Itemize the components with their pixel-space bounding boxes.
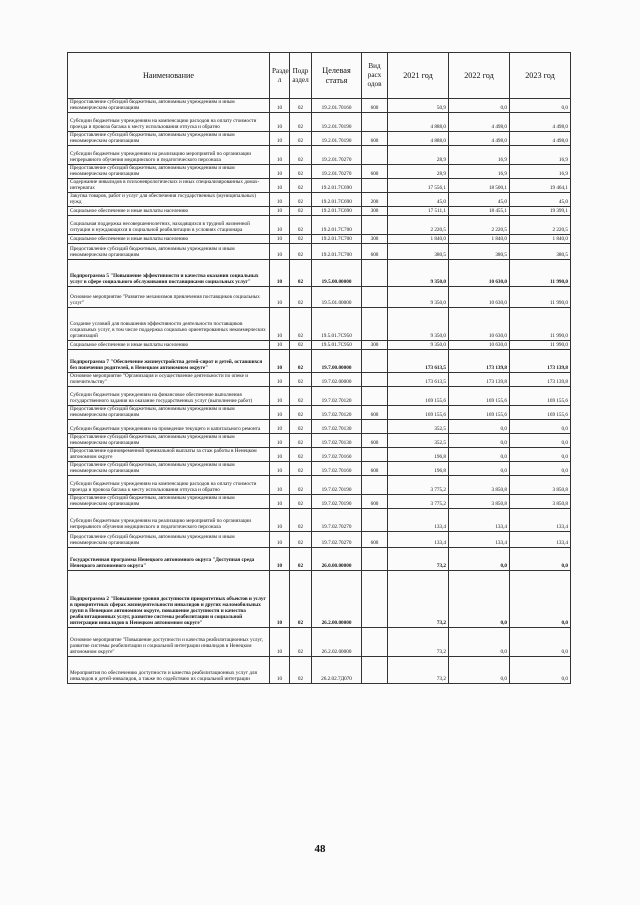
cell-2021: 1 840,0 <box>388 235 449 244</box>
cell-expense-type: 200 <box>362 193 388 207</box>
cell-2022: 173 139,8 <box>449 350 510 373</box>
cell-2021: 9 350,0 <box>388 308 449 341</box>
cell-name: Социальная поддержка несовершеннолетних, находящихся в трудной жизненной ситуации и нуждающихся в социальной реабилитации в условиях стационара <box>68 216 270 235</box>
cell-section: 10 <box>270 287 290 308</box>
cell-section: 10 <box>270 476 290 495</box>
cell-2023: 19 464,1 <box>510 179 571 193</box>
cell-expense-type: 600 <box>362 132 388 146</box>
cell-2021: 9 350,0 <box>388 287 449 308</box>
budget-table <box>67 52 571 684</box>
cell-target: 19.2.01.7С700 <box>312 216 362 235</box>
cell-target: 19.5.01.7С950 <box>312 308 362 341</box>
cell-expense-type <box>362 113 388 132</box>
cell-target: 19.7.02.70130 <box>312 420 362 434</box>
table-row <box>68 165 571 179</box>
cell-target: 19.2.01.7С700 <box>312 235 362 244</box>
cell-subsection: 02 <box>290 387 312 406</box>
cell-target: 19.2.01.7С690 <box>312 179 362 193</box>
table-row <box>68 179 571 193</box>
cell-name: Основное мероприятие "Организация и осуществление деятельности по опеке и попечительству" <box>68 373 270 387</box>
cell-2021: 196,8 <box>388 448 449 462</box>
cell-target: 19.2.01.70160 <box>312 99 362 113</box>
cell-2022: 133,4 <box>449 509 510 532</box>
cell-2022: 169 155,6 <box>449 406 510 420</box>
table-row <box>68 244 571 260</box>
cell-subsection: 02 <box>290 657 312 684</box>
cell-subsection: 02 <box>290 476 312 495</box>
cell-name: Предоставление субсидий бюджетным, автономным учреждениям и иным некоммерческим организациям <box>68 406 270 420</box>
cell-target: 19.7.02.70160 <box>312 448 362 462</box>
cell-2021: 9 350,0 <box>388 341 449 350</box>
cell-2021: 45,0 <box>388 193 449 207</box>
cell-2021: 28,9 <box>388 165 449 179</box>
cell-2023: 11 990,0 <box>510 260 571 287</box>
cell-2021: 3 775,2 <box>388 476 449 495</box>
cell-target: 19.7.02.70270 <box>312 532 362 548</box>
header-subsection: Подр аздел <box>290 53 312 99</box>
cell-2023: 0,0 <box>510 548 571 571</box>
cell-2022: 4 498,0 <box>449 113 510 132</box>
cell-2023: 45,0 <box>510 193 571 207</box>
table-row <box>68 341 571 350</box>
cell-subsection: 02 <box>290 99 312 113</box>
cell-target: 19.2.01.7С690 <box>312 207 362 216</box>
cell-2023: 3 850,8 <box>510 495 571 509</box>
cell-2023: 4 498,0 <box>510 132 571 146</box>
cell-subsection: 02 <box>290 165 312 179</box>
cell-name: Предоставление субсидий бюджетным, автономным учреждениям и иным некоммерческим организациям <box>68 99 270 113</box>
cell-expense-type: 600 <box>362 495 388 509</box>
cell-section: 10 <box>270 207 290 216</box>
cell-2022: 10 630,0 <box>449 260 510 287</box>
cell-name: Субсидии бюджетным учреждениям на компенсацию расходов на оплату стоимости проезда и провоза багажа к месту использования отпуска и обратно <box>68 476 270 495</box>
cell-expense-type: 300 <box>362 235 388 244</box>
cell-name: Подпрограмма 2 "Повышение уровня доступности приоритетных объектов и услуг в приоритетных сферах жизнедеятельности инвалидов и других маломобильных групп в Ненецком автономном округе, повышение доступности и качества реабилитационных услуг, развитие системы реабилитации и социальной интеграции инвалидов в Ненецком автономном округе" <box>68 571 270 628</box>
cell-2021: 169 155,6 <box>388 406 449 420</box>
cell-expense-type <box>362 216 388 235</box>
cell-name: Предоставление единовременной премиальной выплаты за стаж работы в Ненецком автономном округе <box>68 448 270 462</box>
cell-2022: 0,0 <box>449 657 510 684</box>
table-row <box>68 146 571 165</box>
cell-name: Мероприятия по обеспечению доступности и качества реабилитационных услуг для инвалидов и детей-инвалидов, а также по содействию их социальной интеграции <box>68 657 270 684</box>
cell-target: 19.2.01.7С700 <box>312 244 362 260</box>
cell-2022: 10 630,0 <box>449 287 510 308</box>
cell-2021: 352,5 <box>388 420 449 434</box>
table-row <box>68 448 571 462</box>
cell-subsection: 02 <box>290 434 312 448</box>
cell-subsection: 02 <box>290 420 312 434</box>
cell-expense-type <box>362 420 388 434</box>
cell-subsection: 02 <box>290 146 312 165</box>
cell-2021: 73,2 <box>388 628 449 657</box>
cell-expense-type <box>362 476 388 495</box>
cell-name: Предоставление субсидий бюджетным, автономным учреждениям и иным некоммерческим организациям <box>68 434 270 448</box>
cell-name: Государственная программа Ненецкого автономного округа "Доступная среда Ненецкого автономного округа" <box>68 548 270 571</box>
cell-subsection: 02 <box>290 571 312 628</box>
cell-2022: 169 155,6 <box>449 387 510 406</box>
cell-2022: 173 139,8 <box>449 373 510 387</box>
cell-2022: 16,9 <box>449 146 510 165</box>
cell-target: 19.7.02.70270 <box>312 509 362 532</box>
cell-2021: 9 350,0 <box>388 260 449 287</box>
cell-2023: 11 990,0 <box>510 341 571 350</box>
cell-2022: 10 630,0 <box>449 308 510 341</box>
cell-section: 10 <box>270 260 290 287</box>
cell-target: 19.2.01.70190 <box>312 113 362 132</box>
cell-subsection: 02 <box>290 235 312 244</box>
cell-2022: 0,0 <box>449 448 510 462</box>
cell-expense-type <box>362 260 388 287</box>
cell-name: Субсидии бюджетным учреждениям на реализацию мероприятий по организации непрерывного обучения медицинского и педагогического персонала <box>68 146 270 165</box>
cell-subsection: 02 <box>290 373 312 387</box>
table-row <box>68 216 571 235</box>
cell-subsection: 02 <box>290 509 312 532</box>
cell-target: 19.2.01.70270 <box>312 146 362 165</box>
cell-section: 10 <box>270 244 290 260</box>
cell-name: Предоставление субсидий бюджетным, автономным учреждениям и иным некоммерческим организациям <box>68 244 270 260</box>
cell-name: Субсидии бюджетным учреждениям на реализацию мероприятий по организации непрерывного обучения медицинского и педагогического персонала <box>68 509 270 532</box>
cell-2021: 4 888,0 <box>388 113 449 132</box>
cell-target: 19.7.02.70130 <box>312 434 362 448</box>
page-number: 48 <box>314 843 326 855</box>
cell-expense-type <box>362 657 388 684</box>
cell-2022: 4 498,0 <box>449 132 510 146</box>
cell-target: 26.2.02.00000 <box>312 628 362 657</box>
cell-2022: 380,5 <box>449 244 510 260</box>
table-row <box>68 495 571 509</box>
cell-2022: 0,0 <box>449 99 510 113</box>
cell-subsection: 02 <box>290 132 312 146</box>
cell-2022: 45,0 <box>449 193 510 207</box>
table-row <box>68 350 571 373</box>
cell-2023: 169 155,6 <box>510 406 571 420</box>
cell-subsection: 02 <box>290 462 312 476</box>
cell-section: 10 <box>270 509 290 532</box>
cell-expense-type: 600 <box>362 462 388 476</box>
cell-2023: 380,5 <box>510 244 571 260</box>
cell-target: 26.2.02.7Д070 <box>312 657 362 684</box>
table-row <box>68 308 571 341</box>
cell-section: 10 <box>270 532 290 548</box>
cell-2023: 2 220,5 <box>510 216 571 235</box>
cell-name: Основное мероприятие "Развитие механизмов привлечения поставщиков социальных услуг" <box>68 287 270 308</box>
cell-target: 26.2.00.00000 <box>312 571 362 628</box>
cell-2022: 1 840,0 <box>449 235 510 244</box>
cell-target: 19.2.01.70270 <box>312 165 362 179</box>
cell-2021: 169 155,6 <box>388 387 449 406</box>
cell-section: 10 <box>270 420 290 434</box>
cell-target: 19.7.00.00000 <box>312 350 362 373</box>
cell-expense-type: 600 <box>362 99 388 113</box>
cell-2023: 0,0 <box>510 420 571 434</box>
cell-target: 19.7.02.70160 <box>312 462 362 476</box>
cell-2023: 11 990,0 <box>510 308 571 341</box>
cell-subsection: 02 <box>290 193 312 207</box>
cell-2021: 73,2 <box>388 657 449 684</box>
table-row <box>68 420 571 434</box>
table-row <box>68 193 571 207</box>
cell-name: Предоставление субсидий бюджетным, автономным учреждениям и иным некоммерческим организациям <box>68 165 270 179</box>
cell-2023: 4 498,0 <box>510 113 571 132</box>
cell-2021: 3 775,2 <box>388 495 449 509</box>
cell-2023: 0,0 <box>510 448 571 462</box>
cell-section: 10 <box>270 448 290 462</box>
cell-target: 19.7.02.00000 <box>312 373 362 387</box>
cell-name: Субсидии бюджетным учреждениям на компенсацию расходов на оплату стоимости проезда и провоза багажа к месту использования отпуска и обратно <box>68 113 270 132</box>
cell-expense-type <box>362 287 388 308</box>
header-2021: 2021 год <box>388 53 449 99</box>
cell-expense-type <box>362 179 388 193</box>
cell-section: 10 <box>270 132 290 146</box>
table-row <box>68 207 571 216</box>
cell-expense-type <box>362 387 388 406</box>
cell-2022: 16,9 <box>449 165 510 179</box>
cell-subsection: 02 <box>290 216 312 235</box>
cell-2023: 16,9 <box>510 146 571 165</box>
cell-name: Предоставление субсидий бюджетным, автономным учреждениям и иным некоммерческим организациям <box>68 532 270 548</box>
cell-2021: 50,9 <box>388 99 449 113</box>
table-row <box>68 628 571 657</box>
cell-2022: 0,0 <box>449 548 510 571</box>
cell-expense-type <box>362 548 388 571</box>
cell-target: 19.5.01.7С950 <box>312 341 362 350</box>
cell-name: Предоставление субсидий бюджетным, автономным учреждениям и иным некоммерческим организациям <box>68 495 270 509</box>
header-2022: 2022 год <box>449 53 510 99</box>
cell-target: 19.5.00.00000 <box>312 260 362 287</box>
cell-section: 10 <box>270 406 290 420</box>
table-header-row <box>68 53 571 99</box>
cell-2022: 2 220,5 <box>449 216 510 235</box>
cell-subsection: 02 <box>290 495 312 509</box>
cell-2021: 73,2 <box>388 571 449 628</box>
cell-name: Создание условий для повышения эффективности деятельности поставщиков социальных услуг, в том числе поддержка социально ориентированных некоммерческих организаций <box>68 308 270 341</box>
header-target: Целевая статья <box>312 53 362 99</box>
cell-2022: 10 630,0 <box>449 341 510 350</box>
table-row <box>68 462 571 476</box>
cell-expense-type <box>362 146 388 165</box>
cell-2022: 133,4 <box>449 532 510 548</box>
cell-section: 10 <box>270 434 290 448</box>
table-row <box>68 260 571 287</box>
cell-target: 19.7.02.70190 <box>312 495 362 509</box>
table-row <box>68 373 571 387</box>
cell-2021: 2 220,5 <box>388 216 449 235</box>
cell-expense-type: 600 <box>362 165 388 179</box>
cell-2021: 380,5 <box>388 244 449 260</box>
cell-2023: 133,4 <box>510 532 571 548</box>
table-row <box>68 235 571 244</box>
cell-2022: 3 850,8 <box>449 476 510 495</box>
cell-2021: 4 888,0 <box>388 132 449 146</box>
cell-section: 10 <box>270 193 290 207</box>
cell-target: 19.2.01.7С690 <box>312 193 362 207</box>
cell-2021: 133,4 <box>388 509 449 532</box>
cell-section: 10 <box>270 571 290 628</box>
cell-2022: 0,0 <box>449 462 510 476</box>
table-row <box>68 657 571 684</box>
cell-target: 19.5.01.00000 <box>312 287 362 308</box>
cell-2022: 0,0 <box>449 571 510 628</box>
cell-name: Социальное обеспечение и иные выплаты населению <box>68 235 270 244</box>
cell-section: 10 <box>270 387 290 406</box>
table-row <box>68 509 571 532</box>
table-row <box>68 406 571 420</box>
cell-section: 10 <box>270 350 290 373</box>
cell-section: 10 <box>270 628 290 657</box>
cell-target: 19.7.02.70120 <box>312 406 362 420</box>
cell-expense-type: 600 <box>362 532 388 548</box>
cell-2021: 133,4 <box>388 532 449 548</box>
cell-2022: 0,0 <box>449 628 510 657</box>
table-body <box>68 99 571 684</box>
cell-2023: 1 840,0 <box>510 235 571 244</box>
cell-subsection: 02 <box>290 113 312 132</box>
cell-section: 10 <box>270 179 290 193</box>
cell-subsection: 02 <box>290 260 312 287</box>
cell-section: 10 <box>270 495 290 509</box>
cell-2021: 17 511,1 <box>388 207 449 216</box>
table-row <box>68 132 571 146</box>
cell-subsection: 02 <box>290 448 312 462</box>
cell-name: Социальное обеспечение и иные выплаты населению <box>68 207 270 216</box>
header-name: Наименование <box>68 53 270 99</box>
cell-2023: 3 850,8 <box>510 476 571 495</box>
cell-name: Субсидии бюджетным учреждениям на проведение текущего и капитального ремонта <box>68 420 270 434</box>
header-section: Разде л <box>270 53 290 99</box>
cell-section: 10 <box>270 548 290 571</box>
cell-subsection: 02 <box>290 308 312 341</box>
cell-name: Подпрограмма 5 "Повышение эффективности и качества оказания социальных услуг в сфере социального обслуживания поставщиками социальных услуг" <box>68 260 270 287</box>
cell-expense-type: 600 <box>362 434 388 448</box>
cell-2023: 0,0 <box>510 462 571 476</box>
cell-section: 10 <box>270 657 290 684</box>
cell-2022: 18 455,1 <box>449 207 510 216</box>
cell-subsection: 02 <box>290 341 312 350</box>
cell-2023: 0,0 <box>510 99 571 113</box>
cell-name: Закупка товаров, работ и услуг для обеспечения государственных (муниципальных) нужд <box>68 193 270 207</box>
cell-expense-type <box>362 571 388 628</box>
cell-2021: 17 556,1 <box>388 179 449 193</box>
cell-2023: 133,4 <box>510 509 571 532</box>
table-row <box>68 571 571 628</box>
cell-subsection: 02 <box>290 350 312 373</box>
table-row <box>68 476 571 495</box>
cell-subsection: 02 <box>290 628 312 657</box>
cell-section: 10 <box>270 373 290 387</box>
cell-subsection: 02 <box>290 548 312 571</box>
cell-section: 10 <box>270 146 290 165</box>
cell-2022: 0,0 <box>449 420 510 434</box>
cell-name: Предоставление субсидий бюджетным, автономным учреждениям и иным некоммерческим организациям <box>68 132 270 146</box>
cell-subsection: 02 <box>290 179 312 193</box>
cell-expense-type: 600 <box>362 244 388 260</box>
cell-2023: 11 990,0 <box>510 287 571 308</box>
cell-2023: 0,0 <box>510 434 571 448</box>
table-row <box>68 387 571 406</box>
header-expense-type: Вид расх одов <box>362 53 388 99</box>
cell-target: 19.7.02.70190 <box>312 476 362 495</box>
table-row <box>68 434 571 448</box>
cell-expense-type <box>362 509 388 532</box>
cell-section: 10 <box>270 113 290 132</box>
cell-2023: 0,0 <box>510 571 571 628</box>
cell-2022: 0,0 <box>449 434 510 448</box>
table-row <box>68 113 571 132</box>
cell-section: 10 <box>270 99 290 113</box>
cell-expense-type <box>362 628 388 657</box>
cell-section: 10 <box>270 235 290 244</box>
table-row <box>68 287 571 308</box>
cell-2022: 18 500,1 <box>449 179 510 193</box>
cell-target: 26.0.00.00000 <box>312 548 362 571</box>
cell-expense-type: 600 <box>362 406 388 420</box>
cell-2023: 169 155,6 <box>510 387 571 406</box>
header-2023: 2023 год <box>510 53 571 99</box>
cell-2023: 16,9 <box>510 165 571 179</box>
cell-name: Субсидии бюджетным учреждениям на финансовое обеспечение выполнения государственного задания на оказание государственных услуг (выполнение работ) <box>68 387 270 406</box>
cell-2022: 3 850,8 <box>449 495 510 509</box>
cell-name: Подпрограмма 7 "Обеспечение жизнеустройства детей-сирот и детей, оставшихся без попечения родителей, в Ненецком автономном округе" <box>68 350 270 373</box>
cell-2021: 173 613,5 <box>388 350 449 373</box>
cell-2023: 0,0 <box>510 628 571 657</box>
cell-section: 10 <box>270 341 290 350</box>
cell-expense-type <box>362 448 388 462</box>
cell-2021: 73,2 <box>388 548 449 571</box>
cell-2021: 352,5 <box>388 434 449 448</box>
cell-expense-type: 300 <box>362 207 388 216</box>
cell-expense-type <box>362 350 388 373</box>
cell-2021: 173 613,5 <box>388 373 449 387</box>
cell-subsection: 02 <box>290 287 312 308</box>
cell-name: Основное мероприятие "Повышение доступности и качества реабилитационных услуг, развитие системы реабилитации и социальной интеграции инвалидов в Ненецком автономном округе" <box>68 628 270 657</box>
cell-section: 10 <box>270 216 290 235</box>
cell-section: 10 <box>270 165 290 179</box>
cell-expense-type <box>362 373 388 387</box>
table-row <box>68 99 571 113</box>
cell-subsection: 02 <box>290 244 312 260</box>
cell-subsection: 02 <box>290 207 312 216</box>
cell-section: 10 <box>270 462 290 476</box>
table-row <box>68 532 571 548</box>
cell-name: Содержание инвалидов в психоневрологических и иных специализированных домах-интернатах <box>68 179 270 193</box>
cell-name: Предоставление субсидий бюджетным, автономным учреждениям и иным некоммерческим организациям <box>68 462 270 476</box>
cell-2023: 173 139,8 <box>510 350 571 373</box>
cell-2023: 19 399,1 <box>510 207 571 216</box>
cell-2021: 196,8 <box>388 462 449 476</box>
cell-expense-type <box>362 308 388 341</box>
cell-section: 10 <box>270 308 290 341</box>
cell-2023: 173 139,8 <box>510 373 571 387</box>
cell-2023: 0,0 <box>510 657 571 684</box>
cell-2021: 28,9 <box>388 146 449 165</box>
cell-subsection: 02 <box>290 406 312 420</box>
cell-expense-type: 300 <box>362 341 388 350</box>
cell-target: 19.2.01.70190 <box>312 132 362 146</box>
table-row <box>68 548 571 571</box>
cell-name: Социальное обеспечение и иные выплаты населению <box>68 341 270 350</box>
cell-subsection: 02 <box>290 532 312 548</box>
cell-target: 19.7.02.70120 <box>312 387 362 406</box>
